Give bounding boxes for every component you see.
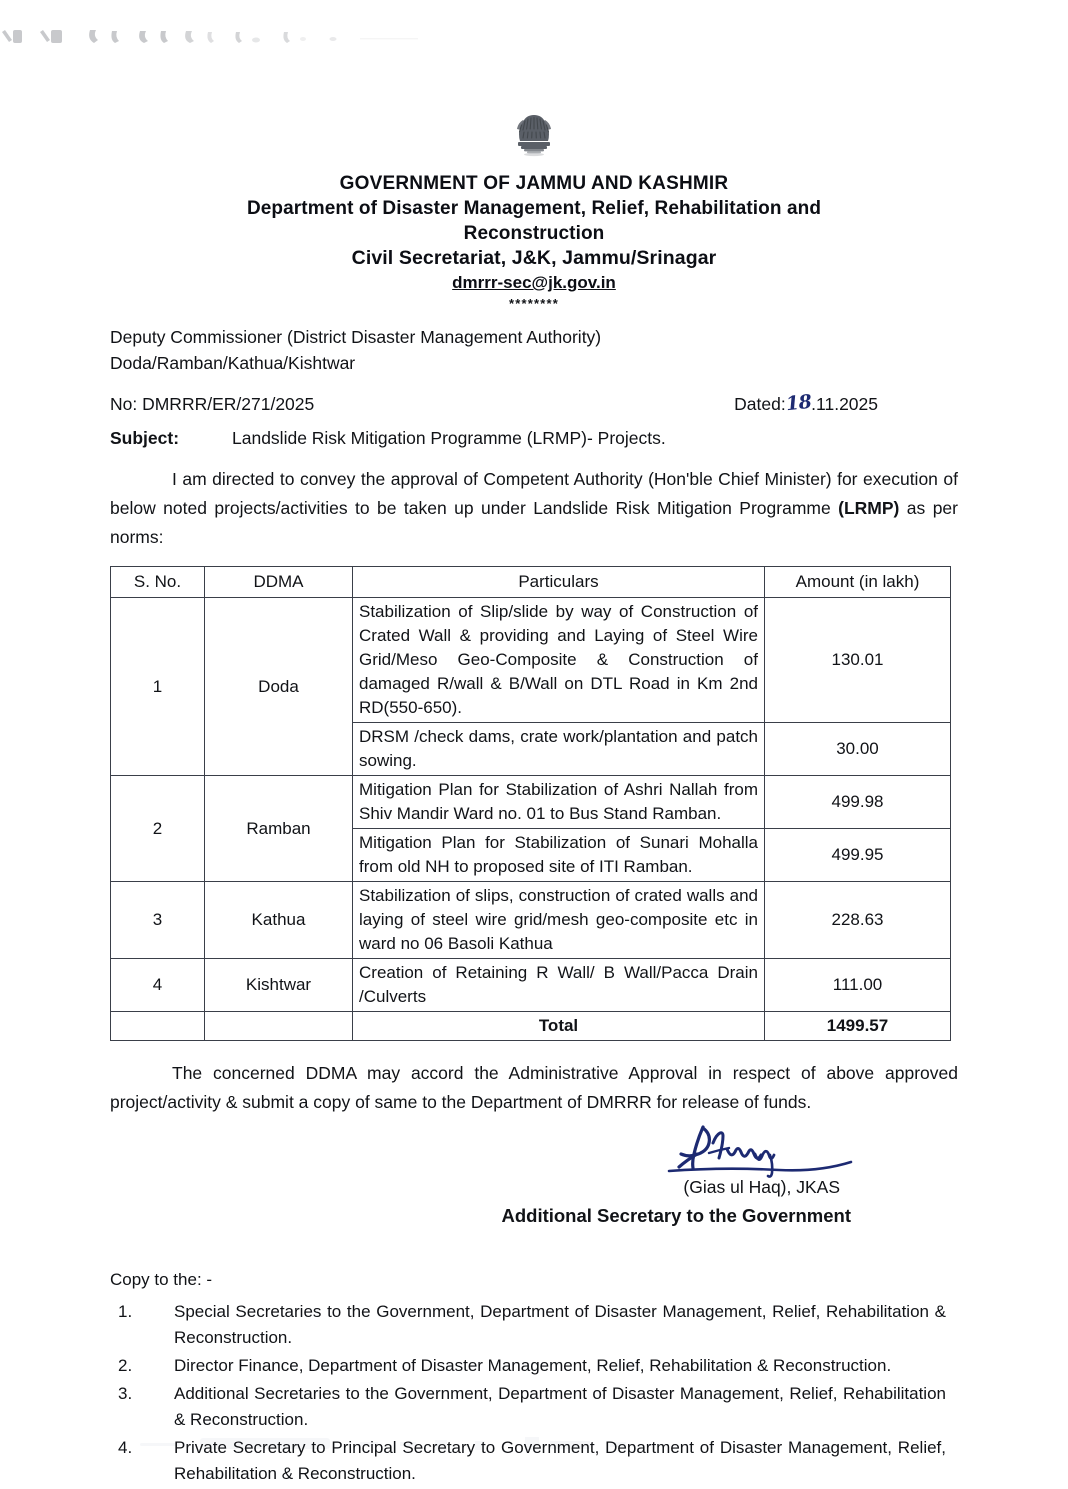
- list-item: [110, 1435, 958, 1487]
- reference-row: [110, 390, 958, 416]
- signature-scribble-icon: [651, 1123, 866, 1185]
- cell-particulars: Mitigation Plan for Stabilization of Ashri Nallah from Shiv Mandir Ward no. 01 to Bus Stand Ramban.: [353, 776, 765, 829]
- cell-sno: 1: [111, 598, 205, 776]
- cell-particulars: Creation of Retaining R Wall/ B Wall/Pacca Drain /Culverts: [353, 959, 765, 1012]
- cell-amount: 228.63: [765, 882, 951, 959]
- list-item: [110, 1299, 958, 1351]
- list-item-text: Private Secretary to Principal Secretary to Government, Department of Disaster Management, Relief, Rehabilitation & Reconstruction.: [174, 1438, 946, 1483]
- total-spacer-ddma: [205, 1012, 353, 1041]
- subject-label: Subject:: [110, 428, 180, 448]
- list-item-number: 4.: [118, 1438, 133, 1457]
- header-amount: Amount (in lakh): [765, 567, 951, 598]
- header-ddma: DDMA: [205, 567, 353, 598]
- list-item: [110, 1353, 958, 1379]
- letterhead-line-secretariat: Civil Secretariat, J&K, Jammu/Srinagar: [351, 247, 717, 269]
- letterhead-email[interactable]: dmrrr-sec@jk.gov.in: [452, 273, 616, 292]
- cell-ddma: Kishtwar: [205, 959, 353, 1012]
- closing-text: The concerned DDMA may accord the Administrative Approval in respect of above approved project/activity & submit a copy of same to the Department of DMRRR for release of funds.: [110, 1063, 958, 1112]
- copy-to-list: [110, 1299, 958, 1487]
- total-label: Total: [353, 1012, 765, 1041]
- list-item-number: 3.: [118, 1384, 133, 1403]
- table-row: [111, 598, 951, 723]
- table-total-row: [111, 1012, 951, 1041]
- copy-to-heading: Copy to the: -: [110, 1270, 213, 1289]
- cell-particulars: Stabilization of Slip/slide by way of Construction of Crated Wall & providing and Laying of Steel Wire Grid/Meso Geo-Composite & Construction of damaged R/wall & B/Wall on DTL Road in Km 2nd RD(550-650).: [353, 598, 765, 723]
- cell-amount: 499.95: [765, 829, 951, 882]
- list-item-text: Additional Secretaries to the Government, Department of Disaster Management, Relief, Rehabilitation & Reconstruction.: [174, 1384, 946, 1429]
- header-sno: S. No.: [111, 567, 205, 598]
- subject-text: Landslide Risk Mitigation Programme (LRMP)- Projects.: [232, 428, 666, 448]
- total-spacer-sno: [111, 1012, 205, 1041]
- list-item-text: Director Finance, Department of Disaster Management, Relief, Rehabilitation & Reconstruction.: [174, 1356, 892, 1375]
- body-paragraph-part1: I am directed to convey the approval of Competent Authority (Hon'ble Chief Minister) for execution of below noted projects/activities to be taken up under Landslide Risk Mitigation Programme: [110, 469, 958, 518]
- cell-sno: 4: [111, 959, 205, 1012]
- date-remainder: .11.2025: [811, 394, 878, 414]
- list-item: [110, 1381, 958, 1433]
- date-label: Dated:: [734, 394, 786, 414]
- body-paragraph-lrmp-bold: (LRMP): [838, 498, 900, 518]
- addressee-line-designation: Deputy Commissioner (District Disaster Management Authority): [110, 327, 602, 347]
- body-paragraph-part2: as per norms:: [110, 498, 958, 547]
- letterhead: [110, 171, 958, 312]
- cell-sno: 2: [111, 776, 205, 882]
- table-row: [111, 776, 951, 829]
- body-paragraph: [110, 465, 958, 552]
- list-item-number: 1.: [118, 1302, 133, 1321]
- table-row: [111, 882, 951, 959]
- header-particulars: Particulars: [353, 567, 765, 598]
- addressee-line-districts: Doda/Ramban/Kathua/Kishtwar: [110, 352, 356, 373]
- total-amount: 1499.57: [765, 1012, 951, 1041]
- table-header-row: [111, 567, 951, 598]
- letterhead-star-divider: ********: [508, 296, 560, 311]
- letterhead-line-reconstruction: Reconstruction: [463, 223, 605, 244]
- cell-particulars: Stabilization of slips, construction of crated walls and laying of steel wire grid/mesh geo-composite etc in ward no 06 Basoli Kathua: [353, 882, 765, 959]
- signatory-name: (Gias ul Haq), JKAS: [683, 1177, 840, 1197]
- list-item-number: 2.: [118, 1356, 133, 1375]
- cell-particulars: DRSM /check dams, crate work/plantation and patch sowing.: [353, 723, 765, 776]
- letterhead-line-government: GOVERNMENT OF JAMMU AND KASHMIR: [339, 173, 729, 194]
- emblem-container: [110, 0, 958, 163]
- reference-number: No: DMRRR/ER/271/2025: [110, 394, 315, 414]
- list-item-text: Special Secretaries to the Government, Department of Disaster Management, Relief, Rehabilitation & Reconstruction.: [174, 1302, 946, 1347]
- ashoka-emblem-icon: [507, 108, 561, 158]
- closing-paragraph: [110, 1059, 958, 1117]
- cell-amount: 30.00: [765, 723, 951, 776]
- date-block: [734, 390, 878, 416]
- table-row: [111, 959, 951, 1012]
- cell-amount: 499.98: [765, 776, 951, 829]
- cell-amount: 111.00: [765, 959, 951, 1012]
- handwritten-date-day: 18: [784, 390, 813, 416]
- addressee-block: [110, 325, 958, 376]
- cell-ddma: Ramban: [205, 776, 353, 882]
- subject-row: [110, 428, 958, 449]
- projects-table: [110, 566, 951, 1041]
- cell-ddma: Doda: [205, 598, 353, 776]
- signature-block: [110, 1121, 958, 1237]
- cell-particulars: Mitigation Plan for Stabilization of Sunari Mohalla from old NH to proposed site of ITI Ramban.: [353, 829, 765, 882]
- copy-to-section: [110, 1267, 958, 1487]
- cell-sno: 3: [111, 882, 205, 959]
- signatory-designation: Additional Secretary to the Government: [501, 1205, 851, 1226]
- cell-ddma: Kathua: [205, 882, 353, 959]
- cell-amount: 130.01: [765, 598, 951, 723]
- letterhead-line-department: Department of Disaster Management, Relief, Rehabilitation and: [246, 198, 822, 219]
